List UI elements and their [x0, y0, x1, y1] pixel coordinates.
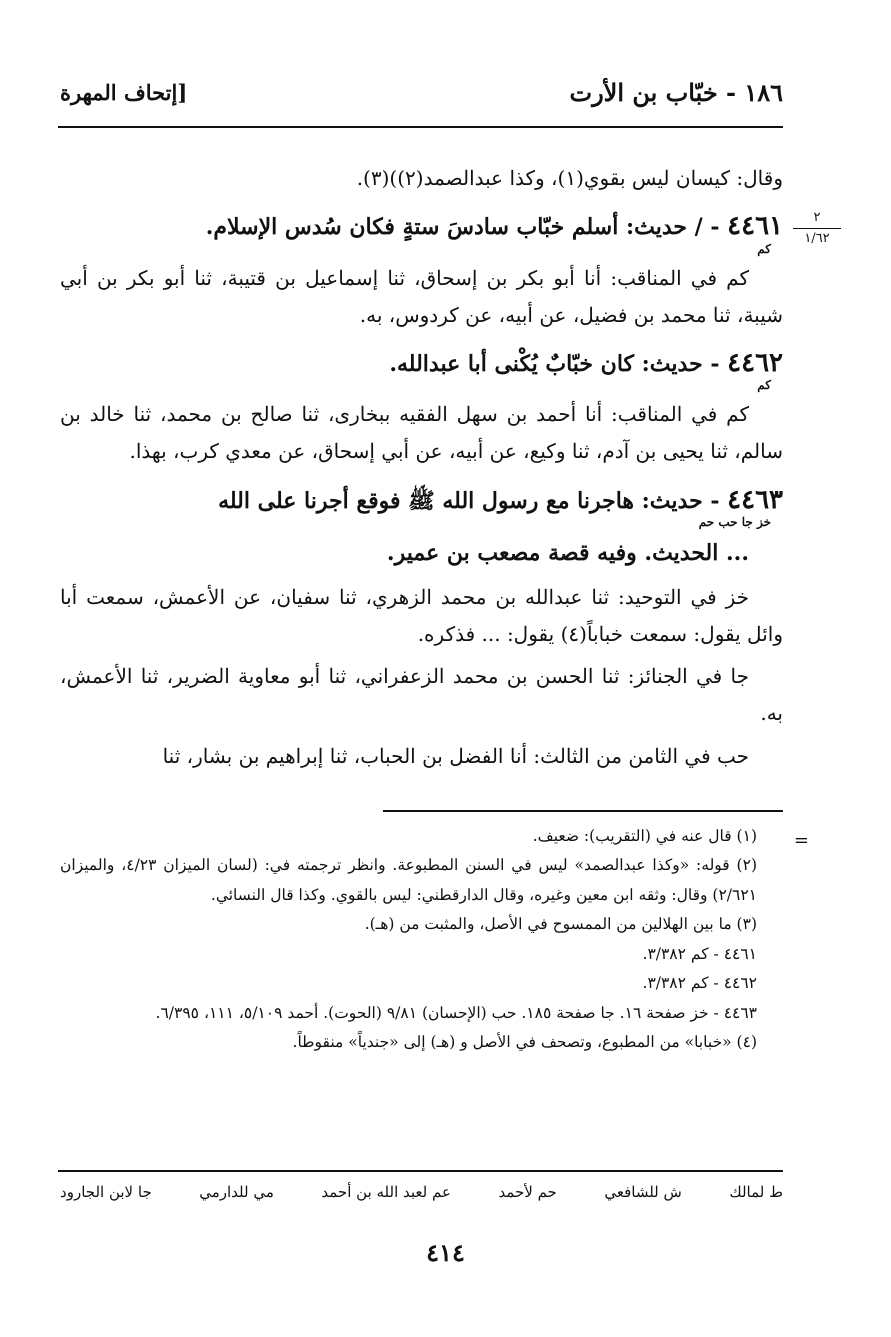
margin-ref-line [793, 228, 841, 229]
text-paragraph: خز في التوحيد: ثنا عبدالله بن محمد الزهري، ثنا سفيان، عن الأعمش، سمعت أبا وائل يقول: سمعت خباباً(٤) يقول: ... فذكره. [60, 584, 783, 647]
main-text [60, 160, 783, 780]
hadith-heading [60, 202, 783, 254]
footnote: (٤) «خبابا» من المطبوع، وتصحف في الأصل و (هـ) إلى «جندياً» منقوطاً. [292, 1033, 757, 1052]
margin-manuscript-ref [793, 210, 841, 246]
source-sigla: كم [757, 378, 771, 393]
footnote-rule [383, 810, 783, 812]
header-rule [58, 126, 783, 128]
hadith-continuation: ... الحديث. وفيه قصة مصعب بن عمير. [386, 540, 749, 567]
footnote: ٤٤٦١ - كم ٣/٣٨٢. [642, 944, 757, 963]
abbreviation: مي للدارمي [199, 1183, 274, 1201]
footnote: ٤٤٦٢ - كم ٣/٣٨٢. [642, 974, 757, 993]
abbreviation: ط لمالك [729, 1183, 783, 1201]
hadith-heading [60, 339, 783, 391]
page-number: ٤١٤ [426, 1238, 465, 1267]
source-sigla: خز جا حب حم [698, 515, 771, 530]
chapter-title: ١٨٦ - خبّاب بن الأرت [569, 78, 783, 107]
footnote: (١) قال عنه في (التقريب): ضعيف. [532, 827, 757, 845]
abbreviation: جا لابن الجارود [60, 1183, 152, 1201]
abbreviation: عم لعبد الله بن أحمد [321, 1183, 451, 1201]
abbreviations-rule [58, 1170, 783, 1172]
text-paragraph: جا في الجنائز: ثنا الحسن بن محمد الزعفراني، ثنا أبو معاوية الضرير، ثنا الأعمش، به. [60, 664, 783, 726]
text-paragraph: حب في الثامن من الثالث: أنا الفضل بن الحباب، ثنا إبراهيم بن بشار، ثنا [162, 743, 749, 768]
hadith-text: - حديث: كان خبّابٌ يُكْنى أبا عبدالله. [389, 350, 720, 377]
abbreviations-key [60, 1183, 783, 1201]
hadith-number: ٤٤٦٢ [727, 347, 783, 378]
book-title: [إتحاف المهرة [60, 80, 188, 105]
text-paragraph: كم في المناقب: أنا أحمد بن سهل الفقيه ببخارى، ثنا صالح بن محمد، ثنا خالد بن سالم، ثنا يحيى بن آدم، ثنا وكيع، عن أبيه، عن أبي إسحاق، عن معدي كرب، بهذا. [60, 402, 783, 464]
abbreviation: حم لأحمد [498, 1183, 557, 1201]
footnote: (٣) ما بين الهلالين من الممسوح في الأصل، والمثبت من (هـ). [364, 915, 757, 934]
hadith-text: - / حديث: أسلم خبّاب سادسَ ستةٍ فكان سُدس الإسلام. [205, 214, 720, 241]
abbreviation: ش للشافعي [604, 1183, 682, 1201]
hadith-text: - حديث: هاجرنا مع رسول الله ﷺ فوقع أجرنا على الله [218, 487, 720, 514]
footnotes [60, 822, 783, 1058]
text-paragraph: وقال: كيسان ليس بقوي(١)، وكذا عبدالصمد(٢))(٣). [356, 166, 783, 190]
source-sigla: كم [757, 241, 771, 256]
hadith-number: ٤٤٦٣ [727, 484, 783, 515]
margin-ref-bottom: ١/٦٢ [804, 230, 830, 246]
footnote: ٤٤٦٣ - خز صفحة ١٦. جا صفحة ١٨٥. حب (الإحسان) ٩/٨١ (الحوت). أحمد ٥/١٠٩، ١١١، ٦/٣٩٥. [155, 1003, 757, 1022]
hadith-heading [60, 476, 783, 528]
footnote: (٢) قوله: «وكذا عبدالصمد» ليس في السنن المطبوعة. وانظر ترجمته في: (لسان الميزان ٤/٢٣، والميزان ٢/٦٢١) وقال: وثقه ابن معين وغيره، وقال الدارقطني: ليس بالقوي. وكذا قال النسائي. [60, 856, 757, 904]
hadith-number: ٤٤٦١ [727, 211, 783, 242]
continuation-marker: = [793, 830, 809, 851]
text-paragraph: كم في المناقب: أنا أبو بكر بن إسحاق، ثنا إسماعيل بن قتيبة، ثنا أبو بكر بن أبي شيبة، ثنا محمد بن فضيل، عن أبيه، عن كردوس، به. [60, 265, 783, 327]
margin-ref-top: ٢ [813, 210, 821, 225]
